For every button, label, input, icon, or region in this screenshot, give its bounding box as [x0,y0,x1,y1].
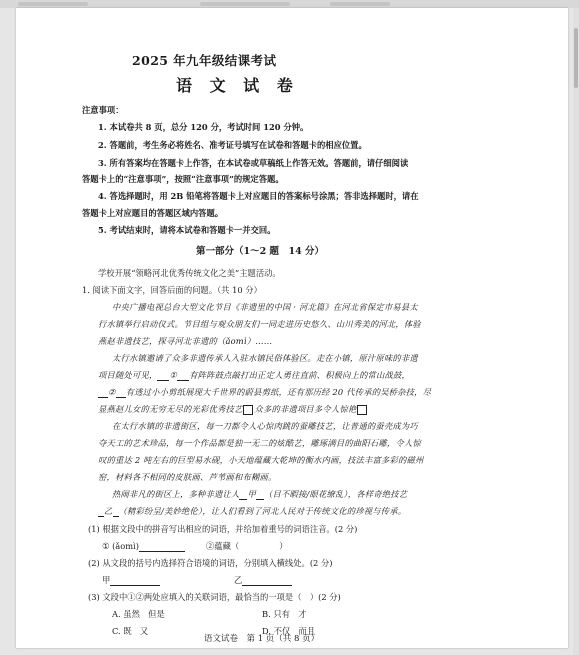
passage-line: 行水镇举行启动仪式。节目组与观众朋友们一同走进历史悠久、山川秀美的河北，体验 [98,319,421,329]
vertical-scrollbar[interactable] [573,8,579,655]
scrollbar-thumb[interactable] [574,28,578,88]
answer-line [102,575,160,586]
passage-line [98,404,368,415]
answer-blank [98,397,108,398]
blank-label: 甲 [102,575,111,585]
blank-marker: 乙 [104,506,113,516]
answer-line [102,541,185,552]
page-footer: 语文试卷 第 1 页（共 8 页） [204,634,320,644]
option-c: C. 既 又 [112,626,149,636]
passage-line: 太行水镇邀请了众多非遗传承人入驻水镇民俗体验区。走在小镇，原汁原味的非遗 [112,353,418,363]
notice-heading: 注意事项： [82,105,124,115]
passage-text: 显燕赵儿女的无穷无尽的光彩优秀技艺 [98,404,243,414]
exam-subject: 语 文 试 卷 [176,76,299,95]
passage-line: 在太行水镇的非遗街区，每一刀都令人心惊肉跳的蚕雕技艺，让普通的蚕壳成为巧 [112,421,418,431]
option-d: D. 不仅 而且 [262,626,316,636]
answer-blank [98,516,104,517]
blank-label: 乙 [234,575,243,585]
answer-blank [177,380,189,381]
passage-line: 窑，材料各不相同的皮肤画、芦苇画和布糊画。 [98,472,277,482]
answer-blank [256,499,264,500]
passage-text: 热闹非凡的街区上，多种非遗让人 [112,489,240,499]
passage-line: 叹的重达 2 吨左右的巨型易水砚，小天地蕴藏大乾坤的衡水内画，技法丰富多彩的磁州 [98,455,424,465]
notice-item: 4. 答选择题时，用 2B 铅笔将答题卡上对应题目的答案标号涂黑；答非选择题时，请在 [98,191,419,201]
blank-marker: ② [108,387,116,397]
passage-text: （精彩纷呈/美妙绝伦），让人们看到了河北人民对于传统文化的珍视与传承。 [118,506,407,516]
notice-item: 1. 本试卷共 8 页，总分 120 分，考试时间 120 分钟。 [98,122,309,132]
passage-line: 夺天工的艺术珍品，每一个作品都是独一无二的炫酷艺，雕琢满目的曲阳石雕，令人惊 [98,438,421,448]
answer-blank [110,585,160,586]
toolbar-tab[interactable] [18,2,88,6]
passage-line [112,489,407,500]
blank-marker: ① [169,370,178,380]
notice-item: 3. 所有答案均在答题卡上作答，在本试卷或草稿纸上作答无效。答题前，请仔细阅读 [98,158,409,168]
passage-line: 中央广播电视总台大型文化节目《非遗里的中国 · 河北篇》在河北省保定市易县太 [112,302,418,312]
passage-line [98,387,431,398]
answer-line [234,575,292,586]
subquestion-3: (3) 文段中①②两处应填入的关联词语，最恰当的一项是（ ）(2 分) [88,592,341,602]
answer-blank [116,397,126,398]
passage-line [98,370,410,381]
passage-line [98,506,406,517]
option-a: A. 虽然 但是 [112,609,165,619]
answer-blank [239,499,247,500]
punctuation-box [243,405,253,415]
activity-intro: 学校开展“领略河北优秀传统文化之美”主题活动。 [98,268,281,278]
passage-text: 项目随处可见， [98,370,158,380]
notice-item: 答题卡上对应题目的答题区域内答题。 [82,208,224,218]
answer-blank [113,516,119,517]
subquestion-2: (2) 从文段的括号内选择符合语境的词语，分别填入横线处。(2 分) [88,558,333,568]
passage-line: 燕赵非遗技艺，探寻河北非遗的（ǎomì）…… [98,336,273,346]
passage-text: 有阵阵鼓点敲打出正定人勇往直前、积极向上的常山战鼓， [189,370,411,380]
phonetic-prompt: ②蕴藏（ [206,541,240,551]
answer-line [206,541,288,552]
passage-text: （目不暇接/眼花缭乱），各样奇绝技艺 [263,489,408,499]
pinyin-prompt: ① (ǎomì) [102,541,140,551]
document-page [16,8,568,648]
part-heading: 第一部分（1～2 题 14 分） [196,246,325,257]
question-1: 1. 阅读下面文字，回答后面的问题。（共 10 分） [82,285,262,295]
toolbar-tab[interactable] [330,2,390,6]
answer-blank [139,551,185,552]
exam-title: 2025 年九年级结课考试 [132,53,277,68]
notice-item: 5. 考试结束时，请将本试卷和答题卡一并交回。 [98,225,276,235]
punctuation-box [357,405,367,415]
answer-blank [242,585,292,586]
option-b: B. 只有 才 [262,609,307,619]
subquestion-1: (1) 根据文段中的拼音写出相应的词语，并给加着重号的词语注音。(2 分) [88,524,358,534]
notice-item: 答题卡上的“注意事项”，按照“注意事项”的规定答题。 [82,174,284,184]
viewer-toolbar [0,0,579,8]
blank-marker: 甲 [247,489,256,499]
phonetic-close: ） [279,541,288,551]
toolbar-tab[interactable] [200,2,290,6]
notice-item: 2. 答题前，考生务必将姓名、准考证号填写在试卷和答题卡的相应位置。 [98,140,367,150]
answer-blank [157,380,169,381]
passage-text: 众多的非遗项目多令人惊艳 [254,404,357,414]
passage-text: 有透过小小剪纸展现大千世界的蔚县剪纸，还有那历经 20 代传承的吴桥杂技，尽 [125,387,432,397]
